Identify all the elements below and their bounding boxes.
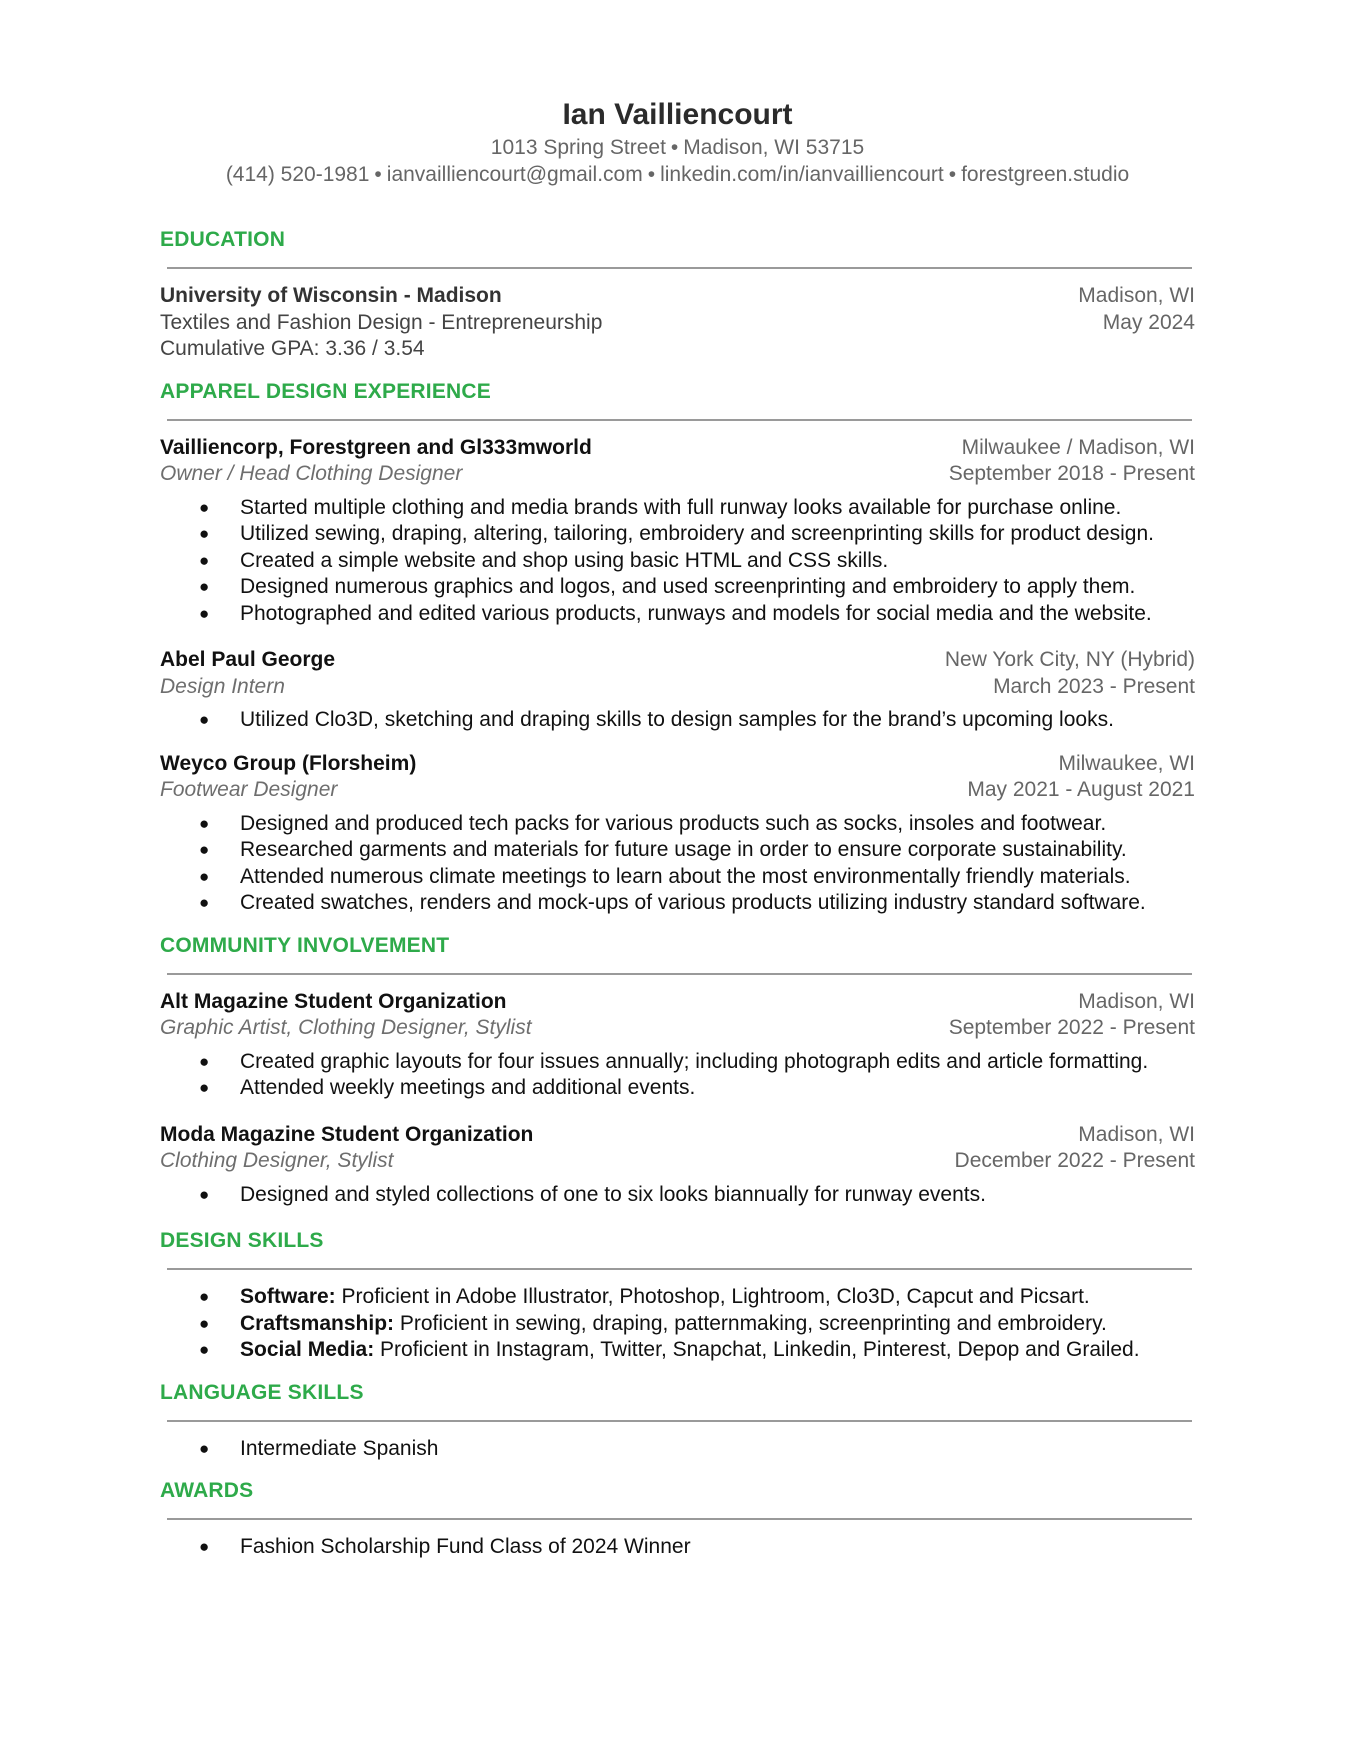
- section-divider: [167, 419, 1192, 421]
- community-entry: [160, 989, 1195, 1102]
- section-title-experience: APPAREL DESIGN EXPERIENCE: [160, 379, 491, 403]
- section-divider: [167, 267, 1192, 269]
- section-title-skills: DESIGN SKILLS: [160, 1229, 324, 1252]
- section-title-education: EDUCATION: [160, 228, 286, 251]
- graduation-date: May 2024: [1102, 310, 1195, 334]
- school-location: Madison, WI: [1078, 284, 1195, 307]
- skill-text: Proficient in sewing, draping, patternmaking, screenprinting and embroidery.: [399, 1311, 1107, 1335]
- city-state-zip: Madison, WI 53715: [683, 136, 865, 159]
- education-gpa-row: [160, 336, 1195, 363]
- bullet-item: ● Created graphic layouts for four issues annually; including photograph edits and article formatting.: [160, 1049, 1195, 1076]
- job-location: Milwaukee, WI: [1058, 751, 1195, 775]
- community-entry: [160, 1122, 1195, 1209]
- bullet-item: ● Researched garments and materials for future usage in order to ensure corporate sustainability.: [160, 837, 1195, 864]
- section-title-languages: LANGUAGE SKILLS: [160, 1380, 364, 1404]
- community-org: Alt Magazine Student Organization: [160, 989, 507, 1013]
- community-subheader: [160, 1015, 1195, 1042]
- community-org: Moda Magazine Student Organization: [160, 1122, 534, 1146]
- award-bullets: [160, 1534, 1195, 1561]
- skill-label: Craftsmanship:: [240, 1311, 395, 1335]
- bullet-item: ● Attended weekly meetings and additional events.: [160, 1075, 1195, 1102]
- bullet-item: ● Utilized sewing, draping, altering, tailoring, embroidery and screenprinting skills for product design.: [160, 521, 1195, 548]
- section-divider: [167, 1518, 1192, 1520]
- job-date: May 2021 - August 2021: [967, 778, 1195, 801]
- gpa: Cumulative GPA: 3.36 / 3.54: [160, 337, 425, 360]
- job-org: Vailliencorp, Forestgreen and Gl333mworld: [160, 435, 592, 459]
- job-subheader: [160, 777, 1195, 804]
- separator: •: [670, 136, 679, 159]
- school-name: University of Wisconsin - Madison: [160, 284, 502, 307]
- separator: •: [948, 163, 957, 186]
- language-item: ● Intermediate Spanish: [160, 1436, 1195, 1463]
- bullet-item: ● Attended numerous climate meetings to learn about the most environmentally friendly materials.: [160, 864, 1195, 891]
- phone-number: (414) 520-1981: [225, 163, 370, 186]
- skill-text: Proficient in Instagram, Twitter, Snapchat, Linkedin, Pinterest, Depop and Grailed.: [380, 1338, 1140, 1361]
- skill-item: [160, 1284, 1195, 1311]
- community-role: Clothing Designer, Stylist: [160, 1149, 394, 1172]
- bullet-item: ● Created swatches, renders and mock-ups of various products utilizing industry standard software.: [160, 890, 1195, 917]
- job-bullets: [160, 707, 1195, 734]
- section-title-awards: AWARDS: [160, 1479, 254, 1502]
- skill-text: Proficient in Adobe Illustrator, Photoshop, Lightroom, Clo3D, Capcut and Picsart.: [341, 1285, 1090, 1308]
- job-date: September 2018 - Present: [948, 462, 1195, 485]
- languages-section: [160, 1380, 1195, 1463]
- program-name: Textiles and Fashion Design - Entrepreneurship: [160, 310, 603, 334]
- award-item: ● Fashion Scholarship Fund Class of 2024 Winner: [160, 1534, 1195, 1561]
- bullet-item: ● Photographed and edited various products, runways and models for social media and the website.: [160, 601, 1195, 628]
- street-address: 1013 Spring Street: [490, 136, 666, 159]
- section-title-community: COMMUNITY INVOLVEMENT: [160, 933, 450, 957]
- job-bullets: [160, 495, 1195, 628]
- bullet-item: ● Designed numerous graphics and logos, and used screenprinting and embroidery to apply them.: [160, 574, 1195, 601]
- email-link[interactable]: ianvailliencourt@gmail.com: [386, 163, 643, 186]
- job-header: [160, 435, 1195, 462]
- job-subheader: [160, 461, 1195, 488]
- bullet-item: ● Designed and styled collections of one to six looks biannually for runway events.: [160, 1182, 1195, 1209]
- job-org: Abel Paul George: [160, 648, 336, 671]
- skill-item: [160, 1311, 1195, 1338]
- community-bullets: [160, 1049, 1195, 1102]
- skill-label: Software:: [240, 1285, 336, 1308]
- community-date: December 2022 - Present: [954, 1149, 1195, 1172]
- job-date: March 2023 - Present: [993, 674, 1195, 698]
- website-link[interactable]: forestgreen.studio: [961, 163, 1130, 186]
- job-location: Milwaukee / Madison, WI: [961, 435, 1195, 459]
- community-date: September 2022 - Present: [948, 1016, 1195, 1039]
- job-entry: [160, 751, 1195, 917]
- awards-section: [160, 1478, 1195, 1561]
- section-divider: [167, 1268, 1192, 1270]
- job-entry: [160, 435, 1195, 628]
- education-section: [160, 227, 1195, 363]
- job-location: New York City, NY (Hybrid): [944, 648, 1195, 671]
- contact-line: [160, 161, 1195, 188]
- skill-label: Social Media:: [240, 1338, 375, 1361]
- section-divider: [167, 973, 1192, 975]
- separator: •: [647, 163, 656, 186]
- skill-item: [160, 1337, 1195, 1364]
- community-header: [160, 1122, 1195, 1149]
- job-header: [160, 647, 1195, 674]
- job-entry: [160, 647, 1195, 734]
- separator: •: [374, 163, 382, 186]
- skills-section: [160, 1228, 1195, 1364]
- community-role: Graphic Artist, Clothing Designer, Stylist: [160, 1016, 532, 1039]
- section-divider: [167, 1420, 1192, 1422]
- community-location: Madison, WI: [1078, 989, 1195, 1013]
- address-line: [160, 134, 1195, 161]
- resume-header: [160, 96, 1195, 188]
- job-role: Owner / Head Clothing Designer: [160, 462, 463, 485]
- job-subheader: [160, 674, 1195, 701]
- bullet-item: ● Designed and produced tech packs for various products such as socks, insoles and footwear.: [160, 811, 1195, 838]
- experience-section: [160, 379, 1195, 917]
- bullet-item: ● Utilized Clo3D, sketching and draping skills to design samples for the brand’s upcoming looks.: [160, 707, 1195, 734]
- job-org: Weyco Group (Florsheim): [160, 751, 417, 775]
- education-program-row: [160, 310, 1195, 337]
- resume-page: [160, 96, 1195, 1561]
- linkedin-link[interactable]: linkedin.com/in/ianvailliencourt: [660, 163, 944, 186]
- community-subheader: [160, 1148, 1195, 1175]
- language-bullets: [160, 1436, 1195, 1463]
- candidate-name: Ian Vailliencourt: [562, 98, 793, 131]
- job-bullets: [160, 811, 1195, 917]
- bullet-item: ● Created a simple website and shop using basic HTML and CSS skills.: [160, 548, 1195, 575]
- community-location: Madison, WI: [1078, 1122, 1195, 1146]
- job-role: Design Intern: [160, 674, 285, 698]
- skills-bullets: [160, 1284, 1195, 1364]
- community-section: [160, 933, 1195, 1209]
- community-bullets: [160, 1182, 1195, 1209]
- job-header: [160, 751, 1195, 778]
- job-role: Footwear Designer: [160, 778, 338, 801]
- community-header: [160, 989, 1195, 1016]
- education-row: [160, 283, 1195, 310]
- bullet-item: ● Started multiple clothing and media brands with full runway looks available for purchase online.: [160, 495, 1195, 522]
